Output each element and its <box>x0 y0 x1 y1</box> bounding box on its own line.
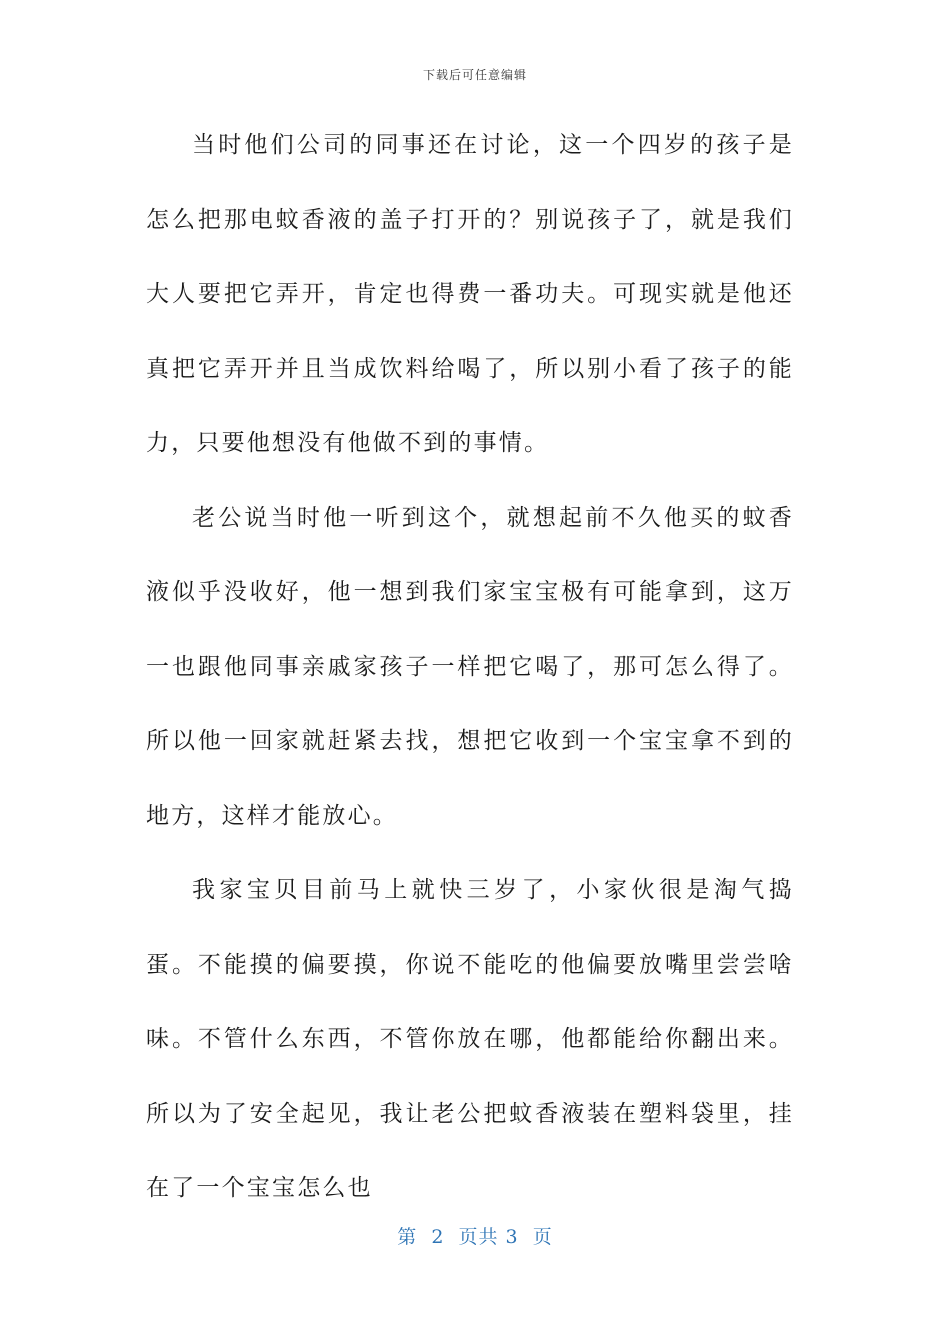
document-body <box>146 108 794 1226</box>
paragraph-1: 当时他们公司的同事还在讨论，这一个四岁的孩子是怎么把那电蚊香液的盖子打开的？别说孩子了，就是我们大人要把它弄开，肯定也得费一番功夫。可现实就是他还真把它弄开并且当成饮料给喝了，所以别小看了孩子的能力，只要他想没有他做不到的事情。 <box>146 132 794 456</box>
page-header: 下载后可任意编辑 <box>422 68 527 82</box>
paragraph-3: 我家宝贝目前马上就快三岁了，小家伙很是淘气捣蛋。不能摸的偏要摸，你说不能吃的他偏要放嘴里尝尝啥味。不管什么东西，不管你放在哪，他都能给你翻出来。所以为了安全起见，我让老公把蚊香液装在塑料袋里，挂在了一个宝宝怎么也 <box>146 877 794 1201</box>
page-number-footer: 第 2 页共 3 页 <box>397 1226 553 1248</box>
paragraph-2: 老公说当时他一听到这个，就想起前不久他买的蚊香液似乎没收好，他一想到我们家宝宝极有可能拿到，这万一也跟他同事亲戚家孩子一样把它喝了，那可怎么得了。所以他一回家就赶紧去找，想把它收到一个宝宝拿不到的地方，这样才能放心。 <box>146 504 794 829</box>
